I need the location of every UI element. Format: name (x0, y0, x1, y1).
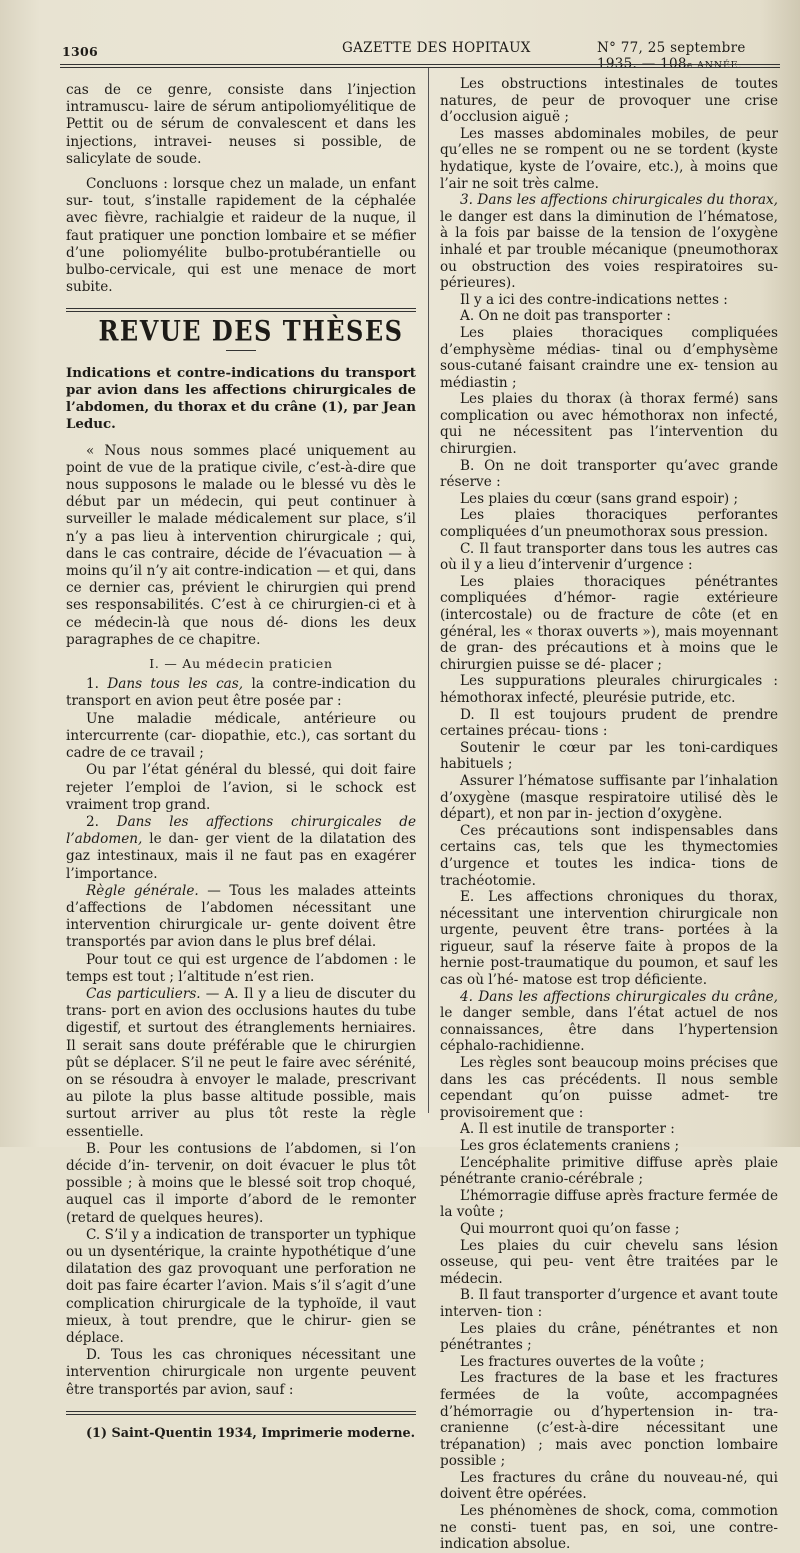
paragraph-text: A. On ne doit pas transporter : (460, 308, 672, 325)
right-paragraph (440, 507, 778, 540)
paragraph-text: Assurer l’hématose suffisante par l’inhalation d’oxygène (masque respiratoire utilisé dès le départ), et non par in- jection d’oxygène. (440, 772, 778, 823)
paragraph-text: D. Il est toujours prudent de prendre certaines précau- tions : (440, 706, 778, 740)
right-paragraph (440, 192, 778, 292)
paragraph-text: Soutenir le cœur par les toni-cardiques habituels ; (440, 739, 778, 773)
right-paragraph (440, 541, 778, 574)
paragraph-text: Les plaies thoraciques pénétrantes compliquées d’hémor- ragie extérieure (intercostale) ou de fracture de côte (et en général, les « thorax ouverts »), mais moyennant de gran- des précautions et à moins que le chirurgien puisse se dé- placer ; (440, 573, 778, 673)
paragraph-text: le danger est dans la diminution de l’hématose, à la fois par baisse de la tension de l’oxygène inhalé et par trouble mécanique (pneumothorax ou obstruction des voies respiratoires su- périeures). (440, 208, 778, 292)
paragraph-text: Ces précautions sont indispensables dans certains cas, tels que les thymectomies d’urgence et toutes les indica- tions de trachéotomie. (440, 822, 778, 889)
right-paragraph (440, 1055, 778, 1121)
right-paragraph (440, 823, 778, 889)
right-paragraph (440, 1138, 778, 1155)
emphasis: 4. Dans les affections chirurgicales du crâne, (460, 988, 778, 1005)
right-paragraph (440, 76, 778, 126)
subsection-heading: I. — Au médecin praticien (149, 656, 333, 672)
right-paragraph (440, 773, 778, 823)
header-rule-2 (60, 67, 780, 68)
right-paragraph (440, 458, 778, 491)
paragraph-text: Les plaies du cœur (sans grand espoir) ; (460, 490, 739, 507)
body-paragraph: Pour tout ce qui est urgence de l’abdomen : le temps est tout ; l’altitude n’est rien. (66, 951, 416, 985)
paragraph-text: L’hémorragie diffuse après fracture fermée de la voûte ; (440, 1187, 778, 1221)
body-paragraph: Cas particuliers. — A. Il y a lieu de discuter du trans- port en avion des occlusions hautes du tube digestif, et surtout des étranglements herniaires. Il serait sans doute préférable que le chirurgien pût se déplacer. S’il ne peut le faire avec sérénité, on se résoudra à envoyer le malade, prescrivant au pilote la plus basse altitude possible, mais surtout arriver au plus tôt reste la règle essentielle. (66, 985, 416, 1140)
right-paragraph (440, 989, 778, 1055)
right-paragraph (440, 292, 778, 309)
right-paragraph (440, 308, 778, 325)
right-paragraph (440, 325, 778, 391)
journal-title: GAZETTE DES HOPITAUX (342, 40, 531, 56)
body-paragraph: Règle générale. — Tous les malades atteints d’affections de l’abdomen nécessitant une intervention chirurgicale ur- gente doivent être transportés par avion dans le plus bref délai. (66, 882, 417, 951)
paragraph-text: L’encéphalite primitive diffuse après plaie pénétrante cranio-cérébrale ; (440, 1154, 778, 1188)
right-paragraph (440, 1470, 778, 1503)
intro-paragraph: cas de ce genre, consiste dans l’injection intramuscu- laire de sérum antipoliomyélitique de Pettit ou de sérum de convalescent et dans les injections, intravei- neuses si possible, de salicylate de soude. (66, 82, 416, 167)
paragraph-text: Les plaies du thorax (à thorax fermé) sans complication ou avec hémothorax non infecté, qui ne nécessitent pas l’intervention du chirurgien. (440, 391, 778, 458)
issue-date: N° 77, 25 septembre 1935. — 108 (597, 40, 746, 72)
right-paragraph (440, 126, 778, 192)
issue-year-suffix: e ANNÉE. (686, 60, 743, 71)
paragraph-text: Les gros éclatements craniens ; (460, 1138, 680, 1154)
right-paragraph (440, 707, 778, 740)
paragraph-text: A. Il est inutile de transporter : (460, 1121, 675, 1138)
right-paragraph (440, 1287, 778, 1320)
left-column (66, 82, 416, 1442)
paragraph-text: Les plaies thoraciques perforantes compliquées d’un pneumothorax sous pression. (440, 507, 778, 541)
right-column (440, 76, 778, 1553)
paragraph-text: C. Il faut transporter dans tous les autres cas où il y a lieu d’intervenir d’urgence : (440, 540, 778, 574)
paragraph-text: Les obstructions intestinales de toutes natures, de peur de provoquer une crise d’occlusion aiguë ; (440, 76, 778, 126)
paragraph-text: Les masses abdominales mobiles, de peur qu’elles ne se rompent ou ne se tordent (kyste hydatique, kyste de l’ovaire, etc.), à moins que l’air ne soit très calme. (440, 125, 778, 192)
right-paragraph (440, 1354, 778, 1371)
paragraph-text: Les plaies thoraciques compliquées d’emphysème médias- tinal ou d’emphysème sous-cutané faisant craindre une ex- tension au médiastin ; (440, 324, 778, 391)
paragraph-text: le danger semble, dans l’état actuel de nos connaissances, être dans l’hypertension céphalo-rachidienne. (440, 1005, 778, 1055)
column-divider (428, 68, 429, 1113)
paragraph-text: Les phénomènes de shock, coma, commotion ne consti- tuent pas, en soi, une contre-indication absolue. (440, 1503, 778, 1553)
paragraph-text: Les plaies du crâne, pénétrantes et non pénétrantes ; (440, 1320, 778, 1354)
paragraph-text: E. Les affections chroniques du thorax, nécessitant une intervention chirurgicale non urgente, peuvent être trans- portées à la rigueur, sauf la réserve faite à propos de la hernie post-traumatique du poumon, et sauf les cas où l’hé- matose est trop déficiente. (440, 889, 778, 989)
right-paragraph (440, 1221, 778, 1238)
right-paragraph (440, 1238, 778, 1288)
header-rule (60, 64, 780, 65)
right-paragraph (440, 889, 778, 989)
right-paragraph (440, 1155, 778, 1188)
article-title: Indications et contre-indications du transport par avion dans les affections chirurgicales de l’abdomen, du thorax et du crâne (1), par Jean Leduc. (66, 364, 416, 432)
right-paragraph (440, 1321, 778, 1354)
section-title: REVUE DES THÈSES (98, 314, 404, 348)
footnote-rule (66, 1411, 416, 1415)
paragraph-text: B. On ne doit transporter qu’avec grande réserve : (440, 457, 778, 491)
body-paragraph: C. S’il y a indication de transporter un typhique ou un dysentérique, la crainte hypothétique d’une dilatation des gaz provoquant une perforation ne doit pas faire écarter l’avion. Mais s’il s’agit d’une complication chirurgicale de la typhoïde, il vaut mieux, à tout prendre, que le chirur- gien se déplace. (66, 1226, 416, 1346)
emphasis: 3. Dans les affections chirurgicales du thorax, (460, 192, 778, 209)
right-paragraph (440, 491, 778, 508)
page-number: 1306 (62, 44, 98, 59)
paragraph-text: Les fractures ouvertes de la voûte ; (460, 1353, 705, 1370)
title-rule (226, 350, 256, 351)
right-paragraph (440, 1121, 778, 1138)
intro-paragraph: Concluons : lorsque chez un malade, un enfant sur- tout, s’installe rapidement de la céphalée avec fièvre, rachialgie et raideur de la nuque, il faut pratiquer une ponction lombaire et se méfier d’une poliomyélite bulbo-protubérantielle ou bulbo-cervicale, qui est une menace de mort subite. (66, 176, 416, 296)
footnote: (1) Saint-Quentin 1934, Imprimerie moderne. (86, 1425, 416, 1441)
page-header (62, 38, 782, 72)
paragraph-text: Les fractures du crâne du nouveau-né, qui doivent être opérées. (440, 1469, 778, 1503)
body-paragraph: 1. Dans tous les cas, la contre-indication du transport en avion peut être posée par : (66, 676, 416, 710)
body-paragraph: Une maladie médicale, antérieure ou intercurrente (car- diopathie, etc.), cas sortant du cadre de ce travail ; (66, 710, 416, 762)
right-paragraph (440, 391, 778, 457)
body-paragraph: D. Tous les cas chroniques nécessitant une intervention chirurgicale non urgente peuvent être transportés par avion, sauf : (66, 1347, 416, 1398)
paragraph-text: Les fractures de la base et les fractures fermées de la voûte, accompagnées d’hémorragie ou d’hypertension in- tra-cranienne (c’est-à-dire nécessitant une trépanation) ; mais avec ponction lombaire possible ; (440, 1370, 778, 1470)
body-paragraph: Ou par l’état général du blessé, qui doit faire rejeter l’emploi de l’avion, si le schock est vraiment trop grand. (66, 762, 416, 813)
right-paragraph (440, 574, 778, 674)
article-intro: « Nous nous sommes placé uniquement au point de vue de la pratique civile, c’est-à-dire que nous supposons le malade ou le blessé vu dès le début par un médecin, qui peut continuer à surveiller le malade médicalement sur place, s’il n’y a pas lieu à intervention chirurgicale ; qui, dans le cas contraire, décide de l’évacuation — à moins qu’il n’y ait contre-indication — et qui, dans ce dernier cas, prévient le chirurgien qui prend ses responsabilités. C’est à ce chirurgien-ci et à ce médecin-là que nous dé- dions les deux paragraphes de ce chapitre. (66, 442, 416, 648)
right-paragraph (440, 1503, 778, 1553)
paragraph-text: B. Il faut transporter d’urgence et avant toute interven- tion : (440, 1287, 778, 1320)
right-paragraph (440, 1188, 778, 1221)
paragraph-text: Qui mourront quoi qu’on fasse ; (460, 1220, 680, 1237)
paragraph-text: Les suppurations pleurales chirurgicales : hémothorax infecté, pleurésie putride, etc. (440, 673, 778, 706)
paragraph-text: Les règles sont beaucoup moins précises que dans les cas précédents. Il nous semble cependant qu’on puisse admet- tre provisoirement que : (440, 1055, 778, 1121)
section-divider (66, 308, 416, 312)
paragraph-text: Il y a ici des contre-indications nettes : (460, 291, 728, 308)
body-paragraph: 2. Dans les affections chirurgicales de l’abdomen, le dan- ger vient de la dilatation des gaz intestinaux, mais il ne faut pas en exagérer l’importance. (66, 813, 417, 882)
right-paragraph (440, 740, 778, 773)
paragraph-text: Les plaies du cuir chevelu sans lésion osseuse, qui peu- vent être traitées par le médecin. (440, 1237, 778, 1287)
body-paragraph: B. Pour les contusions de l’abdomen, si l’on décide d’in- tervenir, on doit évacuer le plus tôt possible ; à moins que le blessé soit trop choqué, auquel cas il importe d’abord de le remonter (retard de quelques heures). (66, 1140, 416, 1226)
right-paragraph (440, 1370, 778, 1470)
right-paragraph (440, 673, 778, 706)
